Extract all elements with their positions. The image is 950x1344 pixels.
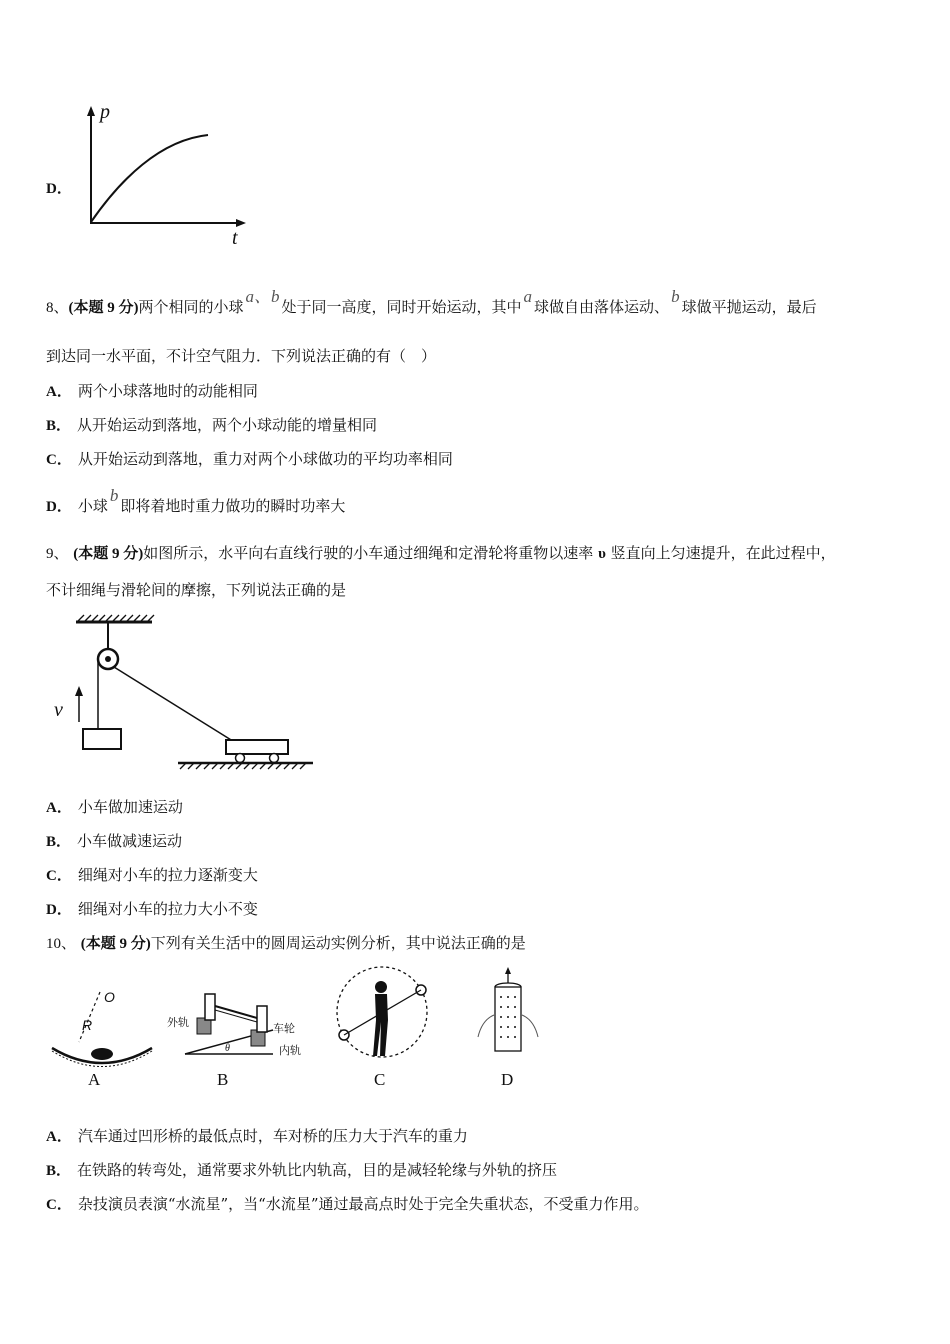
q9-option-a[interactable]: [46, 797, 183, 818]
axis-arrow: [505, 967, 511, 974]
option-letter: D．: [46, 902, 72, 918]
var-ab: a、b: [245, 287, 280, 306]
ceiling-hatch: [78, 615, 154, 621]
velocity-label: v: [54, 699, 63, 721]
q9-pulley-figure: [48, 612, 318, 777]
option-text: 在铁路的转弯处，通常要求外轨比内轨高，目的是减轻轮缘与外轨的挤压: [77, 1161, 558, 1179]
option-text: 细绳对小车的拉力逐渐变大: [77, 866, 258, 884]
var-b: b: [671, 287, 680, 306]
cart-body: [226, 740, 288, 754]
option-letter: C．: [46, 452, 72, 468]
var-a: a: [523, 287, 533, 306]
label-inner-rail: 内轨: [279, 1044, 301, 1057]
question-number: 8、: [46, 300, 69, 316]
stem-text: 球做平抛运动，最后: [681, 298, 817, 316]
option-text: 小车做减速运动: [77, 832, 183, 850]
option-text: 细绳对小车的拉力大小不变: [77, 900, 258, 918]
option-letter: C．: [46, 1197, 72, 1213]
q10-figure-c: [325, 960, 445, 1090]
option-text: 从开始运动到落地，两个小球动能的增量相同: [77, 416, 378, 434]
q8-option-d[interactable]: [46, 486, 346, 517]
q8-option-a[interactable]: [46, 381, 258, 402]
p-t-curve: [91, 135, 208, 222]
water-spray-right: [522, 1015, 538, 1037]
q10-option-b[interactable]: [46, 1160, 557, 1181]
label-r: R: [82, 1017, 93, 1033]
q10-figure-d: [468, 965, 548, 1095]
option-text: 小车做加速运动: [77, 798, 183, 816]
wheel-right: [257, 1006, 267, 1032]
cart-wheel-left: [236, 754, 245, 763]
option-letter: D．: [46, 499, 72, 515]
stem-text: 两个相同的小球: [138, 298, 244, 316]
q8-option-b[interactable]: [46, 415, 377, 436]
caption-a: A: [88, 1070, 101, 1089]
score: (本题 9 分): [68, 300, 139, 316]
x-axis-arrow: [236, 219, 246, 227]
stem-text: 竖直向上匀速提升，在此过程中，: [610, 544, 836, 562]
q8-stem-line1: [46, 287, 817, 318]
question-number: 10、: [46, 936, 77, 952]
label-theta: θ: [225, 1043, 230, 1054]
stem-text: 处于同一高度，同时开始运动，其中: [281, 298, 522, 316]
q10-stem: [46, 933, 526, 954]
stem-text: 下列有关生活中的圆周运动实例分析，其中说法正确的是: [150, 934, 526, 952]
caption-d: D: [501, 1070, 514, 1089]
weight-block: [83, 729, 121, 749]
label-o: O: [104, 989, 115, 1005]
q9-option-c[interactable]: [46, 865, 258, 886]
score: (本题 9 分): [73, 546, 144, 562]
y-axis-label: p: [100, 101, 110, 123]
stem-text: 如图所示，水平向右直线行驶的小车通过细绳和定滑轮将重物以速率: [143, 544, 594, 562]
q9-option-b[interactable]: [46, 831, 182, 852]
option-letter: A．: [46, 800, 72, 816]
option-letter: D．: [46, 181, 72, 197]
car: [91, 1048, 113, 1060]
q8-option-c[interactable]: [46, 449, 453, 470]
option-text: 两个小球落地时的动能相同: [77, 382, 258, 400]
option-text: 小球: [77, 497, 108, 515]
water-spray-left: [478, 1015, 494, 1037]
q9-stem-line1: [46, 543, 836, 564]
option-text: 杂技演员表演“水流星”，当“水流星”通过最高点时处于完全失重状态，不受重力作用。: [77, 1195, 649, 1213]
performer-body: [373, 994, 388, 1056]
q7-option-d[interactable]: [46, 178, 78, 199]
q10-figure-a: [44, 972, 164, 1102]
caption-b: B: [217, 1070, 229, 1089]
q10-figure-b: [165, 972, 315, 1102]
option-letter: B．: [46, 834, 72, 850]
option-text: 从开始运动到落地，重力对两个小球做功的平均功率相同: [77, 450, 453, 468]
q7-p-t-graph: [80, 100, 250, 250]
label-wheel: 车轮: [273, 1022, 295, 1035]
option-letter: A．: [46, 384, 72, 400]
score: (本题 9 分): [80, 936, 151, 952]
label-outer-rail: 外轨: [167, 1016, 189, 1029]
option-letter: B．: [46, 418, 72, 434]
rope-to-cart: [114, 667, 236, 743]
option-letter: A．: [46, 1129, 72, 1145]
var-b: b: [109, 486, 119, 505]
cart-wheel-right: [270, 754, 279, 763]
y-axis-arrow: [87, 106, 95, 116]
option-letter: B．: [46, 1163, 72, 1179]
option-text: 即将着地时重力做功的瞬时功率大: [120, 497, 346, 515]
question-number: 9、: [46, 546, 69, 562]
var-v: υ: [598, 546, 606, 562]
stem-text: 球做自由落体运动、: [534, 298, 670, 316]
q9-stem-line2: 不计细绳与滑轮间的摩擦，下列说法正确的是: [46, 581, 347, 599]
caption-c: C: [374, 1070, 386, 1089]
wheel-left: [205, 994, 215, 1020]
q9-option-d[interactable]: [46, 899, 258, 920]
performer-head: [375, 981, 387, 993]
q10-option-a[interactable]: [46, 1126, 468, 1147]
velocity-arrowhead: [75, 686, 83, 696]
x-axis-label: t: [232, 227, 238, 249]
option-text: 汽车通过凹形桥的最低点时，车对桥的压力大于汽车的重力: [77, 1127, 468, 1145]
q10-option-c[interactable]: [46, 1194, 649, 1215]
pulley-axle: [105, 656, 111, 662]
option-letter: C．: [46, 868, 72, 884]
q8-stem-line2: 到达同一水平面，不计空气阻力．下列说法正确的有（ ）: [46, 347, 437, 365]
